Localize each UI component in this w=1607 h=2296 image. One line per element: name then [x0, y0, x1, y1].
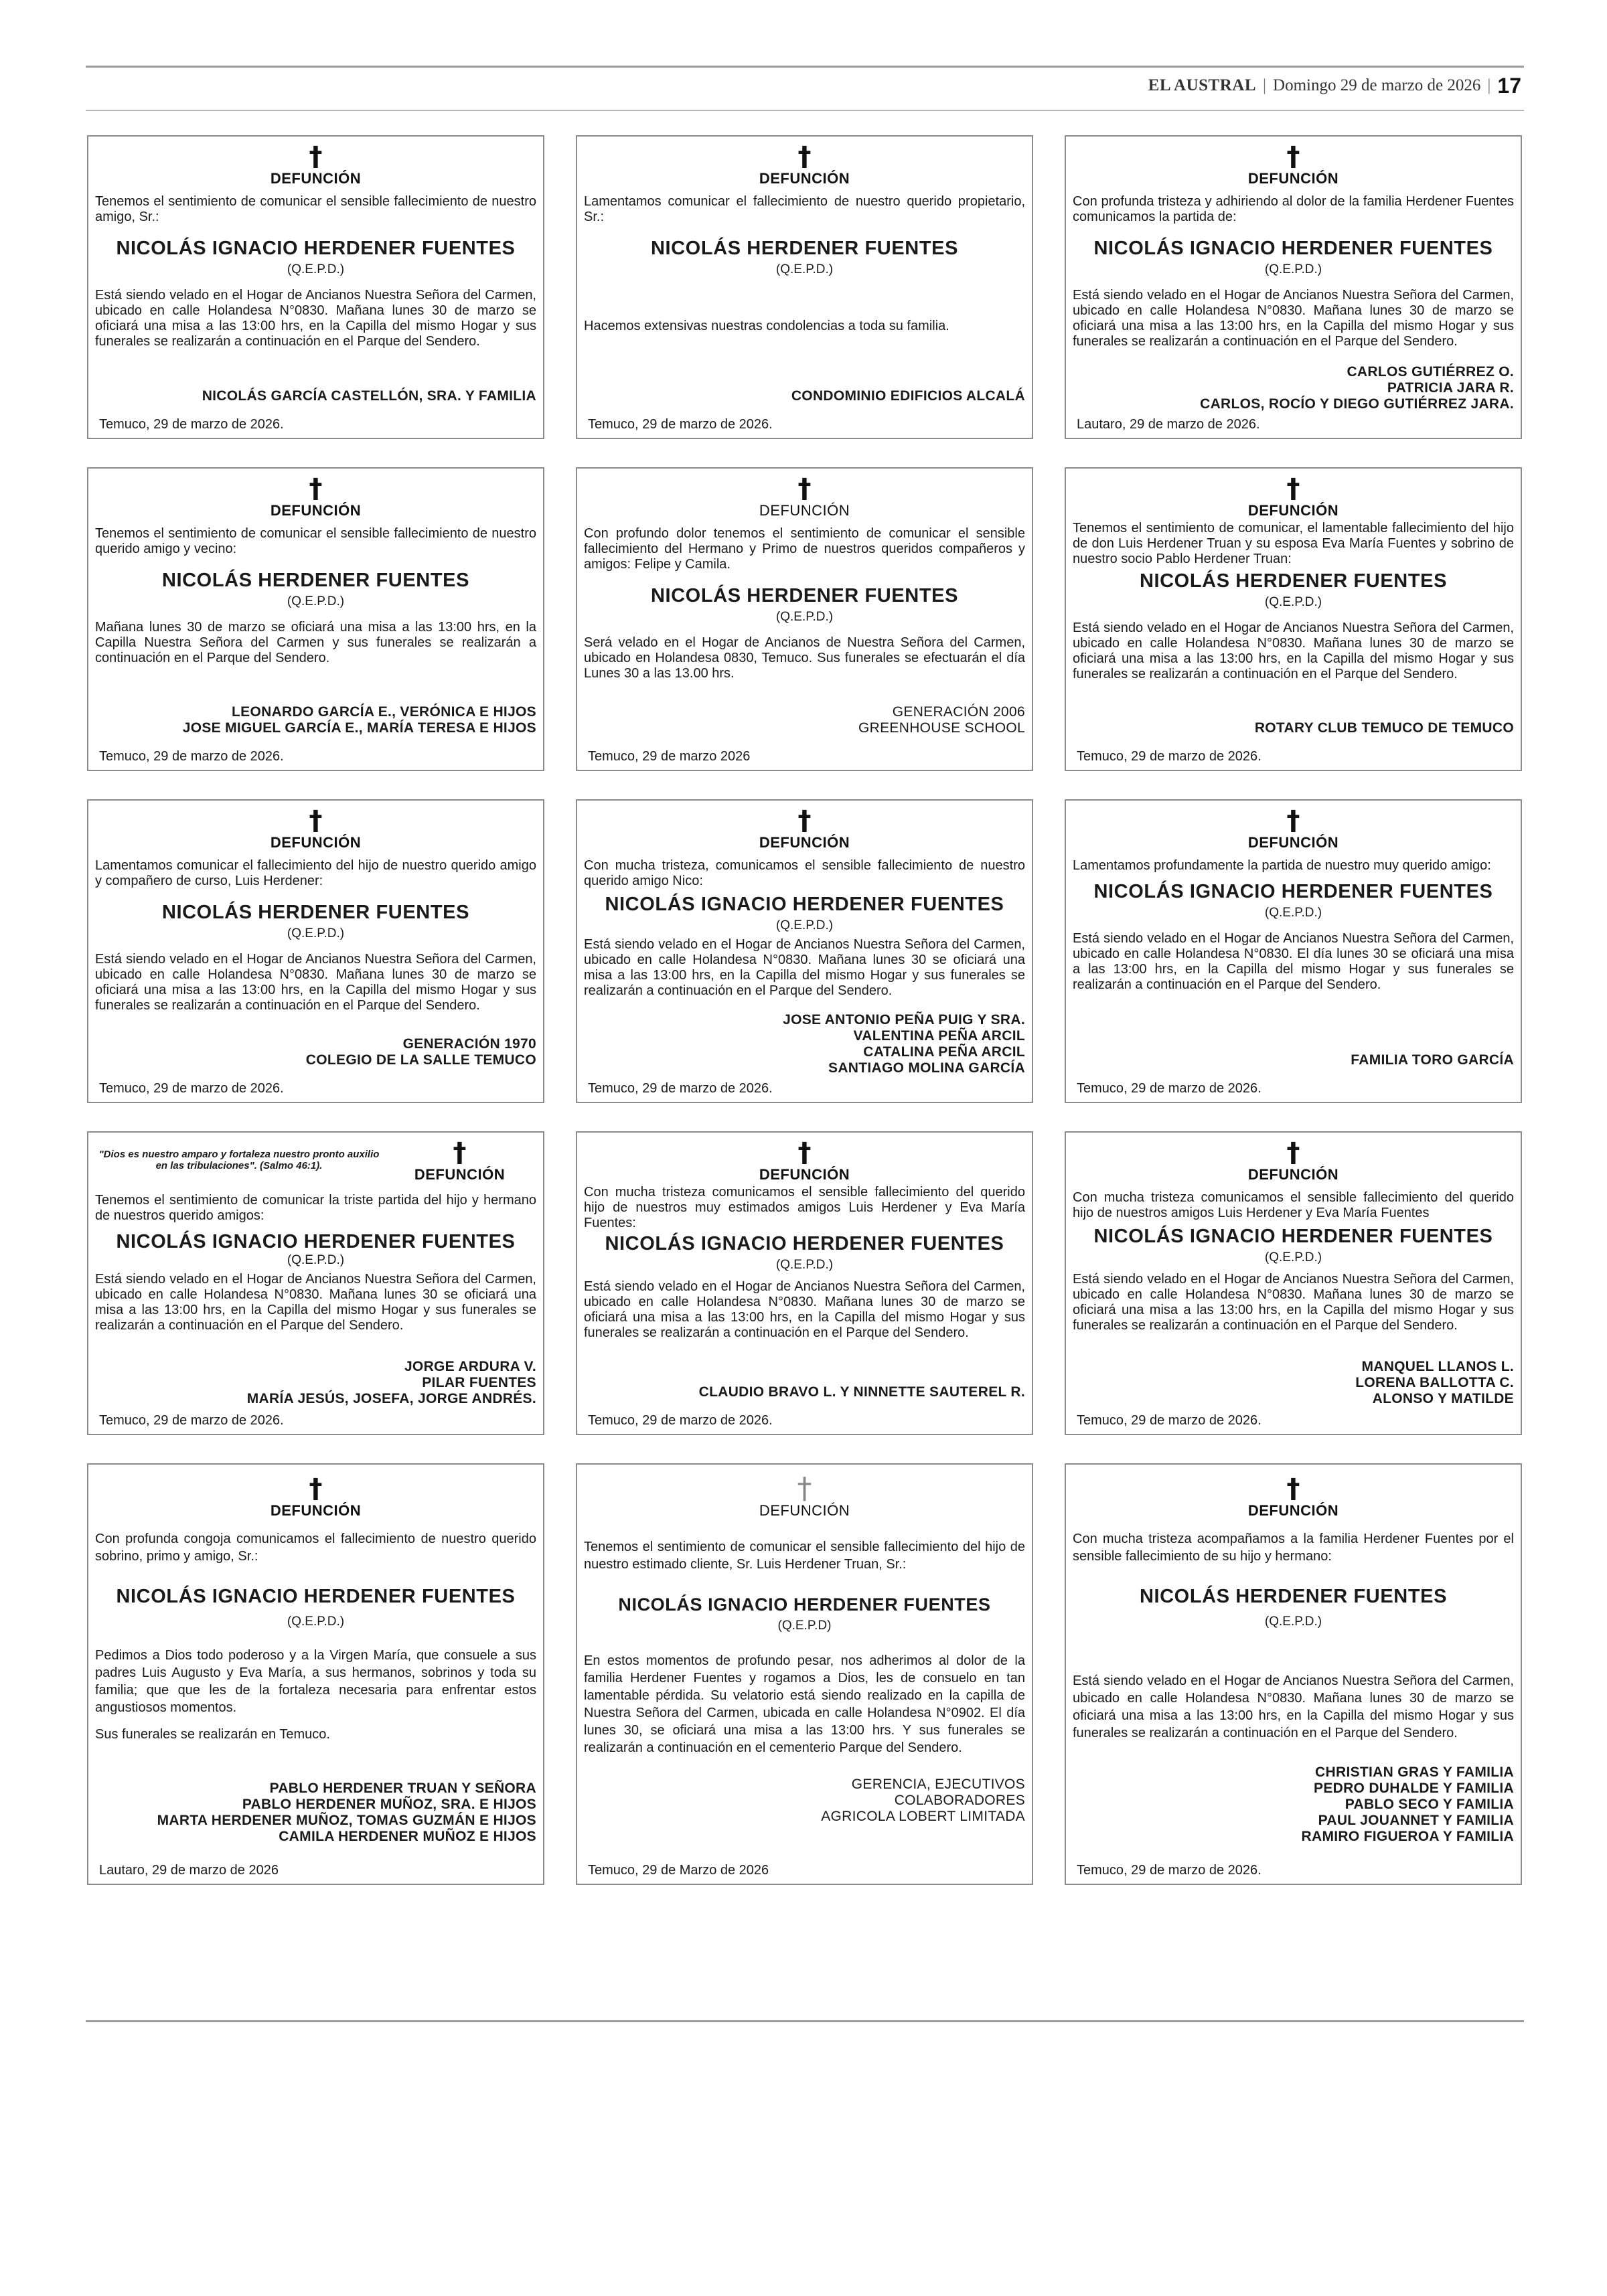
signer-line: MANQUEL LLANOS L.	[1361, 1359, 1514, 1374]
place-date: Temuco, 29 de marzo de 2026.	[1077, 749, 1261, 764]
signer-line: GENERACIÓN 2006	[892, 704, 1025, 720]
deceased-name: NICOLÁS HERDENER FUENTES	[1139, 570, 1448, 592]
obituary-notice	[1065, 135, 1522, 439]
notice-body: Está siendo velado en el Hogar de Ancianos Nuestra Señora del Carmen, ubicado en calle Holandesa N°0830. Mañana lunes 30 de marzo se oficiará una misa a las 13:00 hrs, en la Capilla del mismo Hogar y sus funerales se realizarán a continuación en el Parque del Sendero.	[584, 1279, 1025, 1340]
signer-line: PABLO HERDENER MUÑOZ, SRA. E HIJOS	[242, 1797, 536, 1812]
page-number: 17	[1497, 73, 1521, 98]
cross-icon: †	[1286, 805, 1300, 836]
obituary-notice	[1065, 1463, 1522, 1885]
obituary-notice	[1065, 467, 1522, 771]
notice-heading: DEFUNCIÓN	[759, 170, 850, 187]
header-rule-top	[86, 66, 1524, 68]
notice-heading: DEFUNCIÓN	[1247, 502, 1339, 519]
notice-signers	[95, 388, 536, 404]
notice-body: En estos momentos de profundo pesar, nos adherimos al dolor de la familia Herdener Fuentes y rogamos a Dios, les de consuelo en tan lamentable pérdida. Su velatorio está siendo realizado en la capilla de Nuestra Señora del Carmen, ubicada en calle Holandesa N°0902. El día lunes 30, se oficiará una misa a las 13:00 hrs. Y sus funerales se realizarán a continuación en el cementerio Parque del Sendero.	[584, 1653, 1025, 1755]
signer-line: JORGE ARDURA V.	[404, 1359, 536, 1374]
notice-signers	[584, 1012, 1025, 1076]
notice-intro: Tenemos el sentimiento de comunicar la triste partida del hijo y hermano de nuestros querido amigos:	[95, 1193, 536, 1223]
signer-line: NICOLÁS GARCÍA CASTELLÓN, SRA. Y FAMILIA	[202, 388, 536, 404]
notice-signers	[584, 388, 1025, 404]
notice-intro: Lamentamos profundamente la partida de nuestro muy querido amigo:	[1073, 858, 1491, 873]
obituary-notice	[576, 1131, 1033, 1435]
deceased-name: NICOLÁS IGNACIO HERDENER FUENTES	[1093, 238, 1493, 259]
notice-signers	[584, 1384, 1025, 1400]
deceased-name: NICOLÁS IGNACIO HERDENER FUENTES	[618, 1594, 991, 1615]
notice-body: Está siendo velado en el Hogar de Ancianos Nuestra Señora del Carmen, ubicado en calle Holandesa N°0830. Mañana lunes 30 de marzo se oficiará una misa a las 13:00 hrs, en la Capilla del mismo Hogar y sus funerales se realizarán a continuación en el Parque del Sendero.	[95, 288, 536, 349]
obituary-notice	[576, 1463, 1033, 1885]
masthead-separator: |	[1263, 76, 1267, 94]
notice-body: Está siendo velado en el Hogar de Ancianos Nuestra Señora del Carmen, ubicado en calle Holandesa N°0830. Mañana lunes 30 se oficiará una misa a las 13:00 hrs, en la Capilla del mismo Hogar y sus funerales se realizarán a continuación en el Parque del Sendero.	[95, 1272, 536, 1333]
cross-icon: †	[797, 141, 812, 172]
qepd-label: (Q.E.P.D.)	[1264, 1250, 1322, 1264]
qepd-label: (Q.E.P.D.)	[287, 1253, 345, 1267]
notice-heading: DEFUNCIÓN	[1247, 834, 1339, 851]
place-date: Temuco, 29 de marzo de 2026.	[1077, 1081, 1261, 1096]
signer-line: MARÍA JESÚS, JOSEFA, JORGE ANDRÉS.	[246, 1391, 536, 1406]
notice-signers	[1073, 364, 1514, 412]
deceased-name: NICOLÁS IGNACIO HERDENER FUENTES	[1093, 1226, 1493, 1247]
qepd-label: (Q.E.P.D.)	[775, 1258, 834, 1272]
place-date: Temuco, 29 de marzo 2026	[588, 749, 751, 764]
notice-signers	[95, 1781, 536, 1845]
deceased-name: NICOLÁS IGNACIO HERDENER FUENTES	[605, 1233, 1004, 1254]
notice-intro: Con mucha tristeza, comunicamos el sensible fallecimiento de nuestro querido amigo Nico:	[584, 858, 1025, 888]
deceased-name: NICOLÁS HERDENER FUENTES	[650, 585, 959, 606]
cross-icon: †	[453, 1137, 467, 1168]
notice-heading: DEFUNCIÓN	[270, 1502, 362, 1519]
obituary-notice	[87, 1131, 544, 1435]
notice-body: Pedimos a Dios todo poderoso y a la Virgen María, que consuele a sus padres Luis Augusto y Eva María, a sus hermanos, sobrinos y toda su familia; que que les de la fortaleza necesaria para enfrentar estos angustiosos momentos.	[95, 1648, 536, 1715]
newspaper-name: EL AUSTRAL	[1148, 76, 1257, 94]
notice-signers	[1073, 1359, 1514, 1407]
deceased-name: NICOLÁS IGNACIO HERDENER FUENTES	[605, 894, 1004, 915]
notice-signers	[95, 1359, 536, 1407]
cross-icon: †	[309, 473, 323, 504]
signer-line: CHRISTIAN GRAS Y FAMILIA	[1315, 1765, 1514, 1780]
notice-signers	[95, 1036, 536, 1068]
header-rule-bottom	[86, 110, 1524, 111]
obituary-notice	[1065, 1131, 1522, 1435]
obituary-notice	[87, 1463, 544, 1885]
qepd-label: (Q.E.P.D.)	[775, 610, 834, 624]
notice-body: Será velado en el Hogar de Ancianos de Nuestra Señora del Carmen, ubicado en Holandesa 0830, Temuco. Sus funerales se efectuarán el día Lunes 30 a las 13.00 hrs.	[584, 635, 1025, 681]
issue-date: Domingo 29 de marzo de 2026	[1273, 76, 1481, 94]
notice-intro: Con mucha tristeza comunicamos el sensible fallecimiento del querido hijo de nuestros muy estimados amigos Luis Herdener y Eva María Fuentes:	[584, 1185, 1025, 1230]
obituary-grid	[87, 135, 1523, 1885]
cross-icon: †	[797, 805, 812, 836]
deceased-name: NICOLÁS IGNACIO HERDENER FUENTES	[116, 1586, 516, 1607]
signer-line: CLAUDIO BRAVO L. Y NINNETTE SAUTEREL R.	[698, 1384, 1025, 1400]
notice-signers	[584, 1777, 1025, 1825]
signer-line: ROTARY CLUB TEMUCO DE TEMUCO	[1254, 720, 1514, 736]
place-date: Temuco, 29 de Marzo de 2026	[588, 1863, 769, 1878]
notice-intro: Lamentamos comunicar el fallecimiento del hijo de nuestro querido amigo y compañero de curso, Luis Herdener:	[95, 858, 536, 888]
cross-icon: †	[1286, 473, 1300, 504]
quote-header	[95, 1139, 536, 1183]
masthead-separator-2: |	[1487, 76, 1491, 94]
place-date: Temuco, 29 de marzo de 2026.	[99, 749, 284, 764]
signer-line: CATALINA PEÑA ARCIL	[863, 1044, 1025, 1060]
signer-line: AGRICOLA LOBERT LIMITADA	[821, 1809, 1025, 1824]
notice-intro: Lamentamos comunicar el fallecimiento de nuestro querido propietario, Sr.:	[584, 194, 1025, 224]
obituary-notice	[576, 467, 1033, 771]
place-date: Temuco, 29 de marzo de 2026.	[588, 417, 773, 432]
notice-body: Está siendo velado en el Hogar de Ancianos Nuestra Señora del Carmen, ubicado en calle Holandesa N°0830. Mañana lunes 30 se oficiará una misa a las 13:00 hrs, en la Capilla del mismo Hogar y sus funerales se realizarán a continuación en el Parque del Sendero.	[584, 937, 1025, 998]
place-date: Temuco, 29 de marzo de 2026.	[588, 1081, 773, 1096]
notice-heading: DEFUNCIÓN	[270, 502, 362, 519]
qepd-label: (Q.E.P.D.)	[1264, 262, 1322, 276]
deceased-name: NICOLÁS HERDENER FUENTES	[161, 570, 470, 591]
qepd-label: (Q.E.P.D.)	[775, 262, 834, 276]
signer-line: SANTIAGO MOLINA GARCÍA	[828, 1060, 1025, 1076]
notice-body: Está siendo velado en el Hogar de Ancianos Nuestra Señora del Carmen, ubicado en calle Holandesa N°0830. Mañana lunes 30 de marzo se oficiará una misa a las 13:00 hrs, en la Capilla del mismo Hogar y sus funerales se realizarán a continuación en el Parque del Sendero.	[95, 952, 536, 1013]
notice-body-funeral: Sus funerales se realizarán en Temuco.	[95, 1727, 330, 1742]
obituary-notice	[1065, 799, 1522, 1103]
signer-line: PILAR FUENTES	[422, 1375, 536, 1390]
deceased-name: NICOLÁS IGNACIO HERDENER FUENTES	[116, 1231, 516, 1252]
signer-line: GERENCIA, EJECUTIVOS	[851, 1777, 1025, 1792]
notice-heading: DEFUNCIÓN	[1247, 170, 1339, 187]
obituary-notice	[87, 135, 544, 439]
signer-line: PABLO SECO Y FAMILIA	[1345, 1797, 1514, 1812]
signer-line: PEDRO DUHALDE Y FAMILIA	[1314, 1781, 1514, 1796]
notice-intro: Tenemos el sentimiento de comunicar el sensible fallecimiento de nuestro amigo, Sr.:	[95, 194, 536, 224]
place-date: Lautaro, 29 de marzo de 2026	[99, 1863, 279, 1878]
notice-body: Mañana lunes 30 de marzo se oficiará una misa a las 13:00 hrs, en la Capilla Nuestra Señora del Carmen y sus funerales se realizarán a continuación en el Parque del Sendero.	[95, 620, 536, 665]
signer-line: JOSE ANTONIO PEÑA PUIG Y SRA.	[783, 1012, 1025, 1028]
notice-intro: Con mucha tristeza acompañamos a la familia Herdener Fuentes por el sensible fallecimiento de su hijo y hermano:	[1073, 1532, 1514, 1564]
qepd-label: (Q.E.P.D.)	[1264, 906, 1322, 920]
notice-intro: Con mucha tristeza comunicamos el sensible fallecimiento del querido hijo de nuestros amigos Luis Herdener y Eva María Fuentes	[1073, 1190, 1514, 1220]
notice-heading: DEFUNCIÓN	[759, 502, 850, 519]
obituary-notice	[87, 799, 544, 1103]
notice-intro: Tenemos el sentimiento de comunicar el sensible fallecimiento de nuestro querido amigo y vecino:	[95, 526, 536, 556]
deceased-name: NICOLÁS HERDENER FUENTES	[650, 238, 959, 259]
notice-heading: DEFUNCIÓN	[759, 1166, 850, 1183]
obituary-notice	[576, 799, 1033, 1103]
notice-body: Está siendo velado en el Hogar de Ancianos Nuestra Señora del Carmen, ubicado en calle Holandesa N°0830. Mañana lunes 30 de marzo se oficiará una misa a las 13:00 hrs, en la Capilla del mismo Hogar y sus funerales se realizarán a continuación en el Parque del Sendero.	[1073, 288, 1514, 349]
notice-intro: Tenemos el sentimiento de comunicar el sensible fallecimiento del hijo de nuestro estimado cliente, Sr. Luis Herdener Truan, Sr.:	[584, 1540, 1025, 1572]
notice-body: Está siendo velado en el Hogar de Ancianos Nuestra Señora del Carmen, ubicado en calle Holandesa N°0830. El día lunes 30 se oficiará una misa a las 13:00 hrs, en la Capilla del mismo Hogar y sus funerales se realizarán a continuación en el Parque del Sendero.	[1073, 931, 1514, 992]
cross-icon: †	[797, 1137, 812, 1168]
qepd-label: (Q.E.P.D.)	[775, 918, 834, 932]
signer-line: LORENA BALLOTTA C.	[1355, 1375, 1514, 1390]
signer-line: COLEGIO DE LA SALLE TEMUCO	[305, 1052, 536, 1068]
notice-heading: DEFUNCIÓN	[759, 834, 850, 851]
cross-icon: †	[1286, 1137, 1300, 1168]
cross-icon: †	[1286, 141, 1300, 172]
notice-body: Hacemos extensivas nuestras condolencias a toda su familia.	[584, 319, 949, 333]
cross-icon: †	[797, 1471, 812, 1505]
notice-body: Está siendo velado en el Hogar de Ancianos Nuestra Señora del Carmen, ubicado en calle Holandesa N°0830. Mañana lunes 30 de marzo se oficiará una misa a las 13:00 hrs, en la Capilla del mismo Hogar y sus funerales se realizarán a continuación en el Parque del Sendero.	[1073, 621, 1514, 681]
deceased-name: NICOLÁS IGNACIO HERDENER FUENTES	[1093, 881, 1493, 902]
place-date: Temuco, 29 de marzo de 2026.	[99, 417, 284, 432]
signer-line: FAMILIA TORO GARCÍA	[1351, 1052, 1514, 1068]
signer-line: GENERACIÓN 1970	[402, 1036, 536, 1052]
signer-line: LEONARDO GARCÍA E., VERÓNICA E HIJOS	[232, 704, 536, 720]
deceased-name: NICOLÁS HERDENER FUENTES	[1139, 1586, 1448, 1607]
notice-signers	[584, 704, 1025, 736]
psalm-quote: "Dios es nuestro amparo y fortaleza nuestro pronto auxilio en las tribulaciones". (Salmo 46:1).	[98, 1149, 380, 1171]
signer-line: VALENTINA PEÑA ARCIL	[853, 1028, 1025, 1044]
place-date: Temuco, 29 de marzo de 2026.	[1077, 1863, 1261, 1878]
signer-line: CONDOMINIO EDIFICIOS ALCALÁ	[791, 388, 1025, 404]
deceased-name: NICOLÁS HERDENER FUENTES	[161, 902, 470, 923]
signer-line: CAMILA HERDENER MUÑOZ E HIJOS	[279, 1829, 536, 1844]
notice-signers	[95, 704, 536, 736]
signer-line: RAMIRO FIGUEROA Y FAMILIA	[1301, 1829, 1514, 1844]
notice-intro: Tenemos el sentimiento de comunicar, el lamentable fallecimiento del hijo de don Luis Herdener Truan y su esposa Eva María Fuentes y sobrino de nuestro socio Pablo Herdener Truan:	[1073, 521, 1514, 566]
notice-signers	[1073, 720, 1514, 736]
notice-signers	[1073, 1765, 1514, 1845]
cross-icon: †	[309, 805, 323, 836]
cross-icon: †	[797, 473, 812, 504]
notice-heading: DEFUNCIÓN	[270, 834, 362, 851]
signer-line: JOSE MIGUEL GARCÍA E., MARÍA TERESA E HIJOS	[182, 720, 536, 736]
notice-heading: DEFUNCIÓN	[1247, 1502, 1339, 1519]
place-date: Lautaro, 29 de marzo de 2026.	[1077, 417, 1260, 432]
notice-body: Está siendo velado en el Hogar de Ancianos Nuestra Señora del Carmen, ubicado en calle Holandesa N°0830. Mañana lunes 30 de marzo se oficiará una misa a las 13:00 hrs, en la Capilla del mismo Hogar y sus funerales se realizarán a continuación en el Parque del Sendero.	[1073, 1673, 1514, 1740]
notice-heading: DEFUNCIÓN	[759, 1502, 850, 1519]
qepd-label: (Q.E.P.D.)	[1264, 1615, 1322, 1629]
signer-line: ALONSO Y MATILDE	[1372, 1391, 1514, 1406]
obituary-notice	[576, 135, 1033, 439]
qepd-label: (Q.E.P.D.)	[287, 262, 345, 276]
notice-signers	[1073, 1052, 1514, 1068]
place-date: Temuco, 29 de marzo de 2026.	[99, 1413, 284, 1428]
qepd-label: (Q.E.P.D)	[777, 1619, 832, 1633]
signer-line: COLABORADORES	[894, 1793, 1025, 1808]
signer-line: MARTA HERDENER MUÑOZ, TOMAS GUZMÁN E HIJOS	[157, 1813, 536, 1828]
notice-heading: DEFUNCIÓN	[414, 1166, 506, 1183]
qepd-label: (Q.E.P.D.)	[287, 594, 345, 608]
qepd-label: (Q.E.P.D.)	[287, 1615, 345, 1629]
masthead	[1148, 72, 1521, 99]
notice-body: Está siendo velado en el Hogar de Ancianos Nuestra Señora del Carmen, ubicado en calle Holandesa N°0830. Mañana lunes 30 de marzo se oficiará una misa a las 13:00 hrs, en la Capilla del mismo Hogar y sus funerales se realizarán a continuación en el Parque del Sendero.	[1073, 1272, 1514, 1333]
signer-line: PAUL JOUANNET Y FAMILIA	[1318, 1813, 1514, 1828]
deceased-name: NICOLÁS IGNACIO HERDENER FUENTES	[116, 238, 516, 259]
cross-icon: †	[309, 141, 323, 172]
notice-heading: DEFUNCIÓN	[1247, 1166, 1339, 1183]
signer-line: CARLOS, ROCÍO Y DIEGO GUTIÉRREZ JARA.	[1200, 396, 1514, 412]
place-date: Temuco, 29 de marzo de 2026.	[99, 1081, 284, 1096]
notice-intro: Con profunda tristeza y adhiriendo al dolor de la familia Herdener Fuentes comunicamos la partida de:	[1073, 194, 1514, 224]
notice-heading: DEFUNCIÓN	[270, 170, 362, 187]
qepd-label: (Q.E.P.D.)	[1264, 595, 1322, 609]
qepd-label: (Q.E.P.D.)	[287, 926, 345, 940]
signer-line: GREENHOUSE SCHOOL	[858, 720, 1025, 736]
cross-icon: †	[309, 1473, 323, 1504]
place-date: Temuco, 29 de marzo de 2026.	[1077, 1413, 1261, 1428]
footer-rule	[86, 2020, 1524, 2022]
signer-line: PATRICIA JARA R.	[1387, 380, 1514, 396]
notice-intro: Con profunda congoja comunicamos el fallecimiento de nuestro querido sobrino, primo y amigo, Sr.:	[95, 1532, 536, 1564]
place-date: Temuco, 29 de marzo de 2026.	[588, 1413, 773, 1428]
signer-line: CARLOS GUTIÉRREZ O.	[1347, 364, 1514, 380]
signer-line: PABLO HERDENER TRUAN Y SEÑORA	[269, 1781, 536, 1796]
obituary-notice	[87, 467, 544, 771]
cross-icon: †	[1286, 1473, 1300, 1504]
notice-intro: Con profundo dolor tenemos el sentimiento de comunicar el sensible fallecimiento del Hermano y Primo de nuestros queridos compañeros y amigos: Felipe y Camila.	[584, 526, 1025, 572]
